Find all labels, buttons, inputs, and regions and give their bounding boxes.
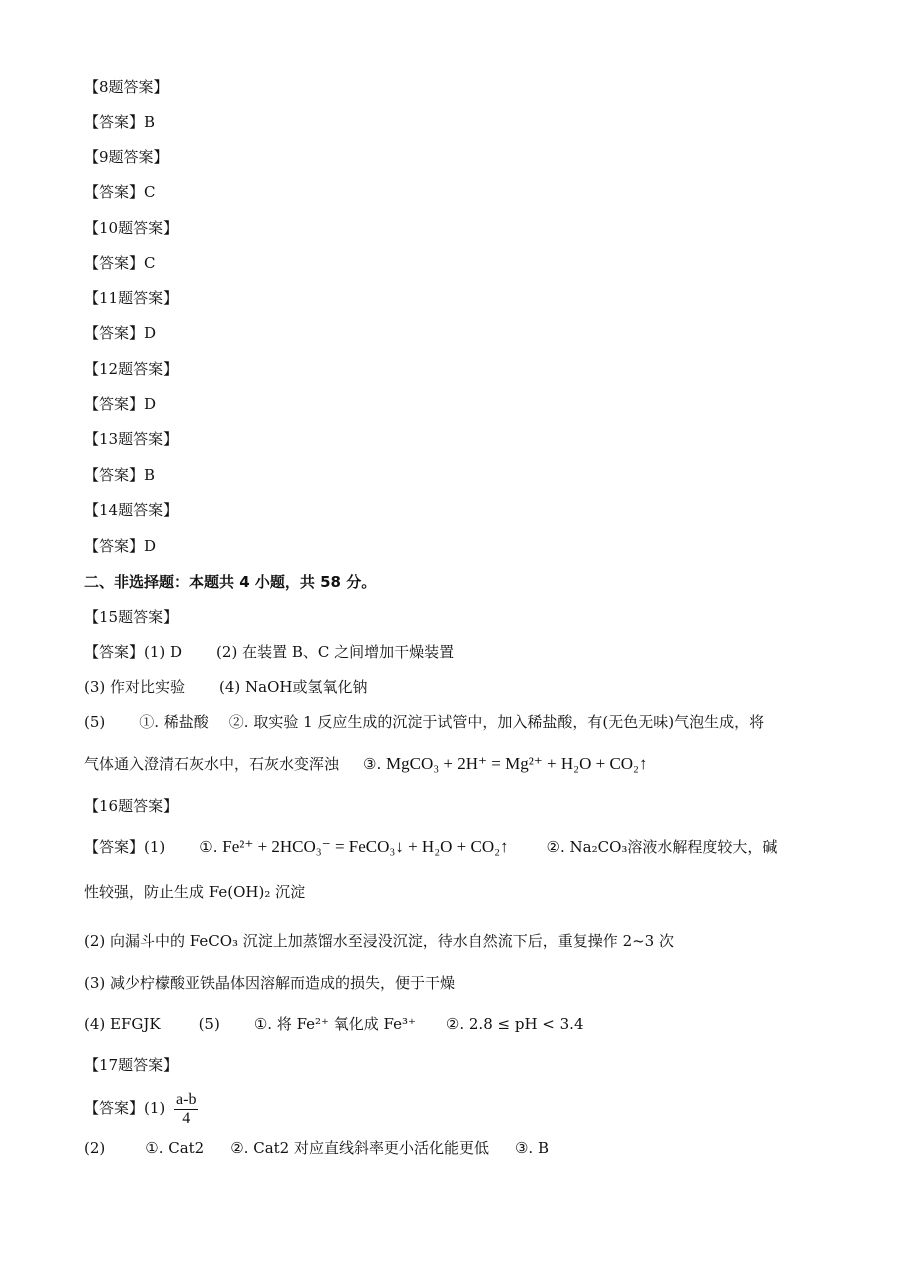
q16-part1-label: 【答案】(1) bbox=[84, 838, 166, 856]
q17-header: 【17题答案】 bbox=[84, 1056, 179, 1074]
q15-line3 bbox=[84, 712, 764, 732]
q12-answer: 【答案】D bbox=[84, 395, 157, 413]
q15-part5-sub2: ②. 取实验 1 反应生成的沉淀于试管中，加入稀盐酸，有(无色无味)气泡生成，将 bbox=[228, 713, 765, 731]
q16-line5 bbox=[84, 1014, 584, 1034]
q8-header: 【8题答案】 bbox=[84, 78, 169, 96]
q15-part3: (3) 作对比实验 bbox=[84, 678, 186, 696]
q12-header: 【12题答案】 bbox=[84, 360, 179, 378]
q15-part4: (4) NaOH或氢氧化钠 bbox=[219, 678, 368, 696]
q9-header: 【9题答案】 bbox=[84, 148, 169, 166]
q13-answer: 【答案】B bbox=[84, 466, 156, 484]
q17-line1 bbox=[84, 1088, 198, 1128]
q16-part1-sub1: ①. bbox=[199, 838, 218, 856]
q15-part5-sub2-cont: 气体通入澄清石灰水中，石灰水变浑浊 bbox=[84, 755, 340, 773]
q15-part5-sub3: ③. bbox=[363, 755, 382, 773]
q15-part5-sub1: ①. 稀盐酸 bbox=[139, 713, 209, 731]
q10-answer: 【答案】C bbox=[84, 254, 156, 272]
q16-line3: (2) 向漏斗中的 FeCO₃ 沉淀上加蒸馏水至浸没沉淀，待水自然流下后，重复操作 2~3 次 bbox=[84, 932, 674, 950]
q15-part1: 【答案】(1) D bbox=[84, 643, 183, 661]
q17-fraction-denominator: 4 bbox=[182, 1109, 191, 1127]
q17-fraction bbox=[174, 1091, 198, 1128]
q16-part1-sub2-text: Na₂CO₃溶液水解程度较大，碱 bbox=[569, 838, 778, 856]
section-heading: 二、非选择题：本题共 4 小题，共 58 分。 bbox=[84, 573, 377, 591]
q16-header: 【16题答案】 bbox=[84, 797, 179, 815]
q15-line4 bbox=[84, 754, 647, 774]
q15-part2: (2) 在装置 B、C 之间增加干燥装置 bbox=[216, 643, 455, 661]
q17-part2-sub2: ②. Cat2 对应直线斜率更小活化能更低 bbox=[230, 1139, 489, 1157]
q15-equation: MgCO₃ + 2H⁺ = Mg²⁺ + H₂O + CO₂↑ bbox=[386, 754, 648, 773]
q16-line2: 性较强，防止生成 Fe(OH)₂ 沉淀 bbox=[84, 883, 306, 901]
q17-part2-sub3: ③. B bbox=[514, 1139, 549, 1157]
q16-line1 bbox=[84, 837, 777, 857]
q16-part1-sub2: ②. bbox=[546, 838, 565, 856]
q15-line1 bbox=[84, 642, 454, 662]
q8-answer: 【答案】B bbox=[84, 113, 156, 131]
q16-line4: (3) 减少柠檬酸亚铁晶体因溶解而造成的损失，便于干燥 bbox=[84, 974, 456, 992]
q17-part2-sub1: ①. Cat2 bbox=[145, 1139, 205, 1157]
q15-header: 【15题答案】 bbox=[84, 608, 179, 626]
q14-header: 【14题答案】 bbox=[84, 501, 179, 519]
q15-part5-label: (5) bbox=[84, 713, 106, 731]
q11-answer: 【答案】D bbox=[84, 324, 157, 342]
q10-header: 【10题答案】 bbox=[84, 219, 179, 237]
q17-part1-label: 【答案】(1) bbox=[84, 1099, 166, 1117]
q16-equation: Fe²⁺ + 2HCO₃⁻ = FeCO₃↓ + H₂O + CO₂↑ bbox=[222, 837, 509, 856]
q9-answer: 【答案】C bbox=[84, 183, 156, 201]
q11-header: 【11题答案】 bbox=[84, 289, 179, 307]
q16-part4: (4) EFGJK bbox=[84, 1015, 161, 1033]
q13-header: 【13题答案】 bbox=[84, 430, 179, 448]
q16-part5-sub2: ②. 2.8 ≤ pH < 3.4 bbox=[445, 1015, 584, 1033]
q15-line2 bbox=[84, 677, 368, 697]
q17-fraction-numerator: a-b bbox=[176, 1090, 197, 1108]
q17-part2-label: (2) bbox=[84, 1139, 106, 1157]
q16-part5-label: (5) bbox=[198, 1015, 220, 1033]
q16-part5-sub1: ①. 将 Fe²⁺ 氧化成 Fe³⁺ bbox=[253, 1015, 416, 1033]
q17-line2 bbox=[84, 1138, 549, 1158]
q14-answer: 【答案】D bbox=[84, 537, 157, 555]
